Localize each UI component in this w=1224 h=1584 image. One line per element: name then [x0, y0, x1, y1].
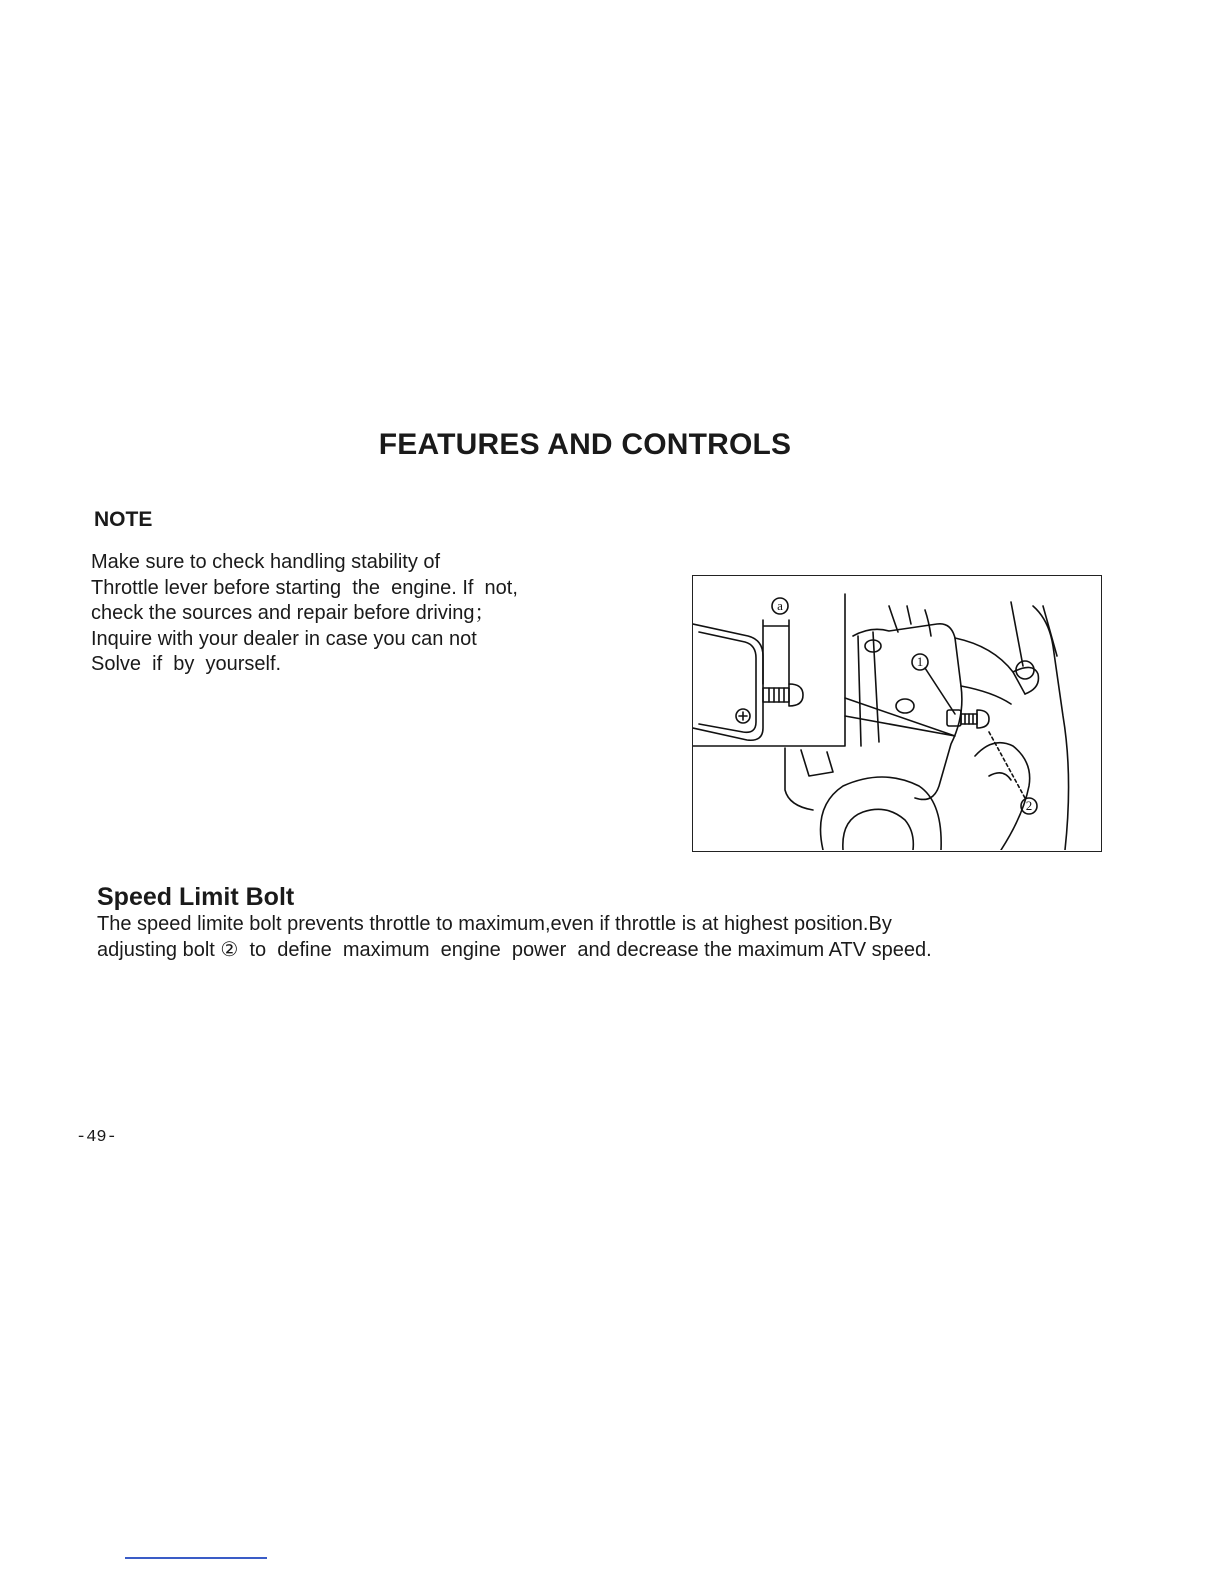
note-body [91, 550, 591, 678]
callout-a-label: a [777, 598, 783, 613]
main-throttle-body [853, 624, 962, 800]
throttle-spool [821, 777, 942, 850]
inset-throttle-housing [693, 624, 763, 740]
leader-1 [925, 668, 955, 714]
body-line: adjusting bolt ② to define maximum engine power and decrease the maximum ATV speed. [97, 938, 932, 961]
inset-frame [693, 594, 845, 746]
note-line: Make sure to check handling stability of [91, 551, 441, 573]
page-number: -49- [76, 1128, 117, 1147]
note-heading: NOTE [94, 508, 153, 531]
gap-dimension [763, 620, 789, 684]
note-line: Throttle lever before starting the engine. If not, [91, 576, 518, 599]
inset-speed-limit-bolt [763, 688, 789, 702]
callout-2-label: 2 [1025, 798, 1033, 813]
speed-limit-bolt-heading: Speed Limit Bolt [97, 883, 295, 911]
note-line: Solve if by yourself. [91, 653, 282, 675]
note-line: Inquire with your dealer in case you can not [91, 627, 477, 650]
callout-1-label: 1 [916, 654, 924, 669]
speed-limit-bolt-body [97, 912, 1157, 963]
footer-rule [125, 1557, 267, 1559]
page-title: FEATURES AND CONTROLS [378, 428, 792, 461]
body-line: The speed limite bolt prevents throttle to maximum,even if throttle is at highest position.By [97, 913, 892, 935]
throttle-speed-limit-bolt-diagram [692, 575, 1102, 852]
note-line: check the sources and repair before driving； [91, 602, 495, 624]
leader-2 [989, 732, 1025, 798]
